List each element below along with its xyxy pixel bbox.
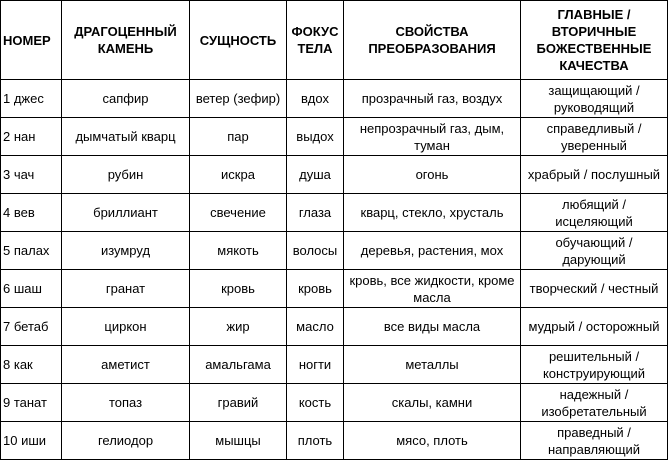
table-row	[1, 118, 668, 156]
cell-gemstone: циркон	[62, 308, 190, 346]
cell-number: 1 джес	[1, 80, 62, 118]
cell-transformation: скалы, камни	[344, 384, 521, 422]
cell-body-focus: волосы	[287, 232, 344, 270]
header-essence: СУЩНОСТЬ	[190, 1, 287, 80]
cell-transformation: кровь, все жидкости, кроме масла	[344, 270, 521, 308]
cell-gemstone: бриллиант	[62, 194, 190, 232]
cell-number: 9 танат	[1, 384, 62, 422]
cell-body-focus: кость	[287, 384, 344, 422]
cell-gemstone: гелиодор	[62, 422, 190, 460]
cell-number: 6 шаш	[1, 270, 62, 308]
cell-body-focus: глаза	[287, 194, 344, 232]
cell-body-focus: кровь	[287, 270, 344, 308]
cell-gemstone: гранат	[62, 270, 190, 308]
cell-number: 10 иши	[1, 422, 62, 460]
cell-body-focus: выдох	[287, 118, 344, 156]
cell-qualities: храбрый / послушный	[521, 156, 668, 194]
cell-qualities: праведный / направляющий	[521, 422, 668, 460]
cell-qualities: защищающий / руководящий	[521, 80, 668, 118]
cell-gemstone: изумруд	[62, 232, 190, 270]
cell-essence: кровь	[190, 270, 287, 308]
cell-number: 5 палах	[1, 232, 62, 270]
table-row	[1, 156, 668, 194]
table-row	[1, 194, 668, 232]
cell-body-focus: масло	[287, 308, 344, 346]
cell-transformation: деревья, растения, мох	[344, 232, 521, 270]
table-row	[1, 346, 668, 384]
cell-number: 3 чач	[1, 156, 62, 194]
cell-qualities: мудрый / осторожный	[521, 308, 668, 346]
cell-essence: искра	[190, 156, 287, 194]
cell-transformation: непрозрачный газ, дым, туман	[344, 118, 521, 156]
cell-qualities: обучающий / дарующий	[521, 232, 668, 270]
table-row	[1, 232, 668, 270]
header-transformation: СВОЙСТВА ПРЕОБРАЗОВАНИЯ	[344, 1, 521, 80]
cell-qualities: надежный / изобретательный	[521, 384, 668, 422]
cell-essence: свечение	[190, 194, 287, 232]
cell-number: 4 вев	[1, 194, 62, 232]
table-row	[1, 270, 668, 308]
table-row	[1, 422, 668, 460]
cell-body-focus: душа	[287, 156, 344, 194]
cell-number: 8 как	[1, 346, 62, 384]
cell-transformation: кварц, стекло, хрусталь	[344, 194, 521, 232]
header-body-focus: ФОКУС ТЕЛА	[287, 1, 344, 80]
cell-transformation: прозрачный газ, воздух	[344, 80, 521, 118]
cell-gemstone: аметист	[62, 346, 190, 384]
cell-essence: гравий	[190, 384, 287, 422]
cell-gemstone: дымчатый кварц	[62, 118, 190, 156]
cell-qualities: справедливый / уверенный	[521, 118, 668, 156]
table-row	[1, 80, 668, 118]
cell-transformation: мясо, плоть	[344, 422, 521, 460]
header-number: НОМЕР	[1, 1, 62, 80]
cell-transformation: огонь	[344, 156, 521, 194]
cell-essence: жир	[190, 308, 287, 346]
cell-number: 2 нан	[1, 118, 62, 156]
cell-essence: пар	[190, 118, 287, 156]
cell-transformation: металлы	[344, 346, 521, 384]
cell-body-focus: плоть	[287, 422, 344, 460]
cell-gemstone: топаз	[62, 384, 190, 422]
cell-body-focus: ногти	[287, 346, 344, 384]
cell-essence: амальгама	[190, 346, 287, 384]
header-row	[1, 1, 668, 80]
cell-qualities: решительный / конструирующий	[521, 346, 668, 384]
cell-qualities: любящий / исцеляющий	[521, 194, 668, 232]
cell-gemstone: рубин	[62, 156, 190, 194]
cell-qualities: творческий / честный	[521, 270, 668, 308]
table-row	[1, 384, 668, 422]
cell-gemstone: сапфир	[62, 80, 190, 118]
cell-essence: мякоть	[190, 232, 287, 270]
cell-essence: ветер (зефир)	[190, 80, 287, 118]
header-qualities: ГЛАВНЫЕ / ВТОРИЧНЫЕ БОЖЕСТВЕННЫЕ КАЧЕСТВА	[521, 1, 668, 80]
table-row	[1, 308, 668, 346]
cell-body-focus: вдох	[287, 80, 344, 118]
header-gemstone: ДРАГОЦЕННЫЙ КАМЕНЬ	[62, 1, 190, 80]
cell-transformation: все виды масла	[344, 308, 521, 346]
cell-number: 7 бетаб	[1, 308, 62, 346]
cell-essence: мышцы	[190, 422, 287, 460]
